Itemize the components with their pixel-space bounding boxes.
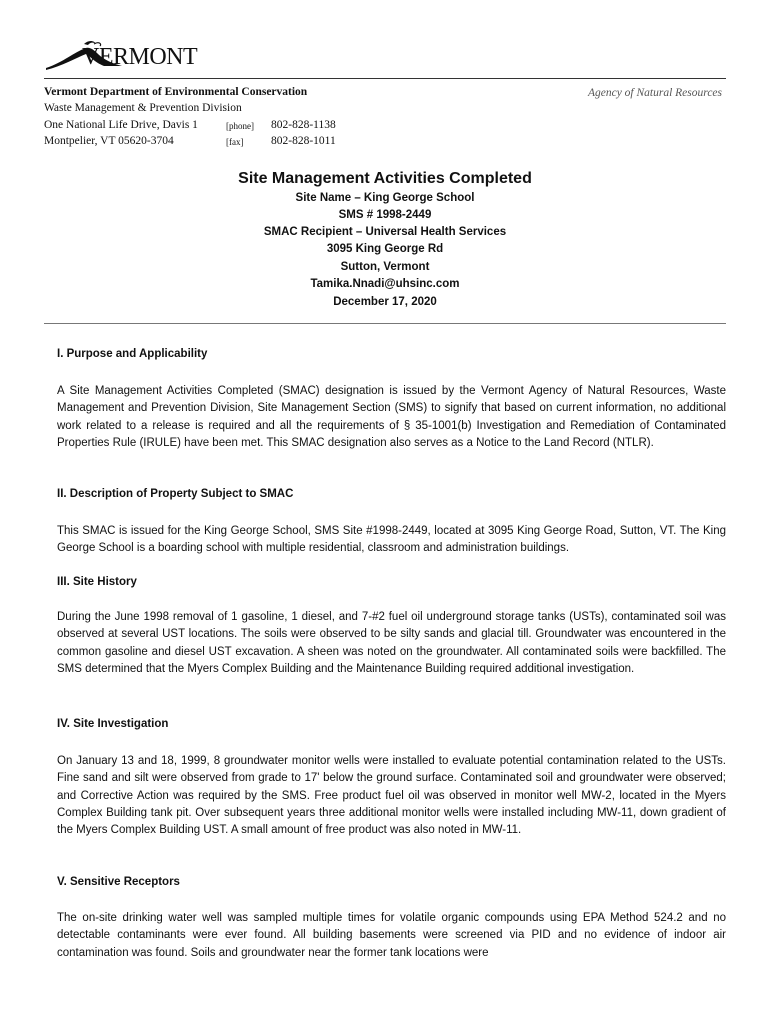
- section-heading-property: II. Description of Property Subject to SMAC: [57, 488, 294, 500]
- section-text-investigation: On January 13 and 18, 1999, 8 groundwater monitor wells were installed to evaluate potential contamination related to the USTs. Fine sand and silt were observed from grade to 17' below the ground surface. Contaminated soil and groundwater were observed; and Corrective Action was required by the SMS. Free product fuel oil was observed in monitor well MW-2, located in the Myers Complex Building tank pit. Over subsequent years three additional monitor wells were installed including MW-11, down gradient of the Myers Complex Building UST. A small amount of free product was also noted in MW-11.: [57, 755, 726, 837]
- title-divider: [44, 323, 726, 324]
- section-heading-purpose: I. Purpose and Applicability: [57, 348, 208, 360]
- document-title: Site Management Activities Completed: [238, 170, 532, 187]
- logo-wordmark: VERMONT: [82, 44, 198, 70]
- phone-number: 802-828-1138: [271, 119, 336, 131]
- site-street: 3095 King George Rd: [326, 243, 444, 255]
- section-text-receptors: The on-site drinking water well was sampled multiple times for volatile organic compounds using EPA Method 524.2 and no detectable contaminants were ever found. All building basements were screened via PID and no evidence of indoor air contamination was found. Soils and groundwater near the former tank locations were: [57, 912, 726, 959]
- section-text-purpose: A Site Management Activities Completed (SMAC) designation is issued by the Vermont Agency of Natural Resources, Waste Management and Prevention Division, Site Management Section (SMS) to signify that based on current information, no additional work related to a release is required and all the requirements of § 35-1001(b) Investigation and Remediation of Contaminated Properties Rule (IRULE) have been met. This SMAC designation also serves as a Notice to the Land Record (NTLR).: [57, 385, 726, 449]
- recipient-email: Tamika.Nnadi@uhsinc.com: [310, 278, 460, 290]
- section-heading-investigation: IV. Site Investigation: [57, 718, 169, 730]
- section-text-history: During the June 1998 removal of 1 gasoline, 1 diesel, and 7-#2 fuel oil underground storage tanks (USTs), contaminated soil was observed at several UST locations. The soils were observed to be silty sands and glacial till. Groundwater was encountered in the common gasoline and diesel UST excavation. A sheen was noted on the groundwater. All contaminated soils were backfilled. The SMS determined that the Myers Complex Building and the Maintenance Building required additional investigation.: [57, 611, 726, 675]
- department-name: Vermont Department of Environmental Conservation: [44, 86, 308, 98]
- smac-recipient: SMAC Recipient – Universal Health Services: [263, 226, 507, 238]
- section-text-property: This SMAC is issued for the King George School, SMS Site #1998-2449, located at 3095 King George Road, Sutton, VT. The King George School is a boarding school with multiple residential, classroom and administration buildings.: [57, 525, 726, 555]
- address-line-2: Montpelier, VT 05620-3704: [44, 135, 174, 147]
- fax-number: 802-828-1011: [271, 135, 336, 147]
- fax-label: [fax]: [226, 137, 244, 147]
- document-date: December 17, 2020: [333, 296, 437, 308]
- phone-label: [phone]: [226, 121, 254, 131]
- agency-name: Agency of Natural Resources: [587, 87, 722, 99]
- division-name: Waste Management & Prevention Division: [44, 102, 242, 114]
- address-line-1: One National Life Drive, Davis 1: [44, 119, 198, 131]
- site-city: Sutton, Vermont: [340, 261, 430, 273]
- section-heading-history: III. Site History: [57, 576, 137, 588]
- header-divider: [44, 78, 726, 79]
- sms-number: SMS # 1998-2449: [338, 209, 432, 221]
- section-heading-receptors: V. Sensitive Receptors: [57, 876, 180, 888]
- site-name: Site Name – King George School: [295, 192, 475, 204]
